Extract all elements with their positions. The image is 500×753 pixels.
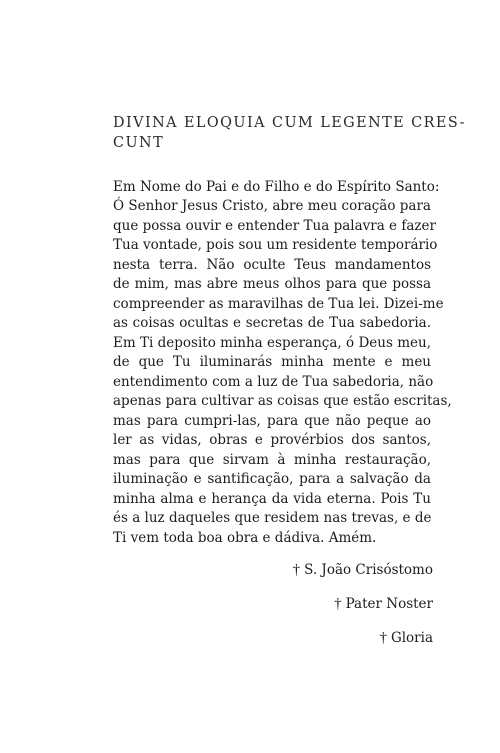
prayer-line: mas para que sirvam à minha restauração, bbox=[113, 451, 431, 468]
prayer-line: de que Tu iluminarás minha mente e meu bbox=[113, 354, 431, 370]
prayer-line: Ti vem toda boa obra e dádiva. Amém. bbox=[113, 529, 377, 546]
dagger-icon: † bbox=[334, 596, 342, 612]
prayer-line: nesta terra. Não oculte Teus mandamentos bbox=[113, 256, 431, 273]
prayer-line: Tua vontade, pois sou um residente temporário bbox=[113, 237, 438, 253]
prayer-line: mas para cumpri-las, para que não peque ao bbox=[113, 412, 431, 429]
page-heading bbox=[113, 112, 466, 152]
reference-item bbox=[173, 594, 433, 614]
prayer-line: entendimento com a luz de Tua sabedoria, não bbox=[113, 373, 434, 390]
heading-line: DIVINA ELOQUIA CUM LEGENTE CRES- bbox=[113, 113, 466, 131]
heading-line: CUNT bbox=[113, 133, 165, 151]
prayer-line: és a luz daqueles que residem nas trevas, e de bbox=[113, 510, 432, 526]
prayer-line: compreender as maravilhas de Tua lei. Dizei-me bbox=[113, 295, 444, 312]
prayer-line: de mim, mas abre meus olhos para que possa bbox=[113, 276, 431, 292]
prayer-invocation: Em Nome do Pai e do Filho e do Espírito Santo: bbox=[113, 179, 440, 195]
prayer-references bbox=[173, 560, 433, 662]
dagger-icon: † bbox=[292, 562, 301, 578]
prayer-body bbox=[113, 197, 452, 548]
reference-text: S. João Crisóstomo bbox=[304, 562, 433, 578]
prayer-line: ler as vidas, obras e provérbios dos santos, bbox=[113, 432, 431, 448]
prayer-line: as coisas ocultas e secretas de Tua sabedoria. bbox=[113, 315, 431, 331]
prayer-line: apenas para cultivar as coisas que estão escritas, bbox=[113, 393, 452, 409]
prayer-line: que possa ouvir e entender Tua palavra e fazer bbox=[113, 217, 436, 234]
prayer-line: minha alma e herança da vida eterna. Pois Tu bbox=[113, 490, 431, 507]
prayer-line: iluminação e santificação, para a salvação da bbox=[113, 471, 431, 487]
reference-item bbox=[173, 628, 433, 648]
dagger-icon: † bbox=[379, 630, 387, 646]
reference-text: Pater Noster bbox=[345, 596, 433, 612]
prayer-line: Em Ti deposito minha esperança, ó Deus meu, bbox=[113, 334, 431, 351]
prayer-line: Ó Senhor Jesus Cristo, abre meu coração para bbox=[113, 198, 431, 214]
reference-item bbox=[173, 560, 433, 580]
reference-text: Gloria bbox=[390, 630, 433, 646]
